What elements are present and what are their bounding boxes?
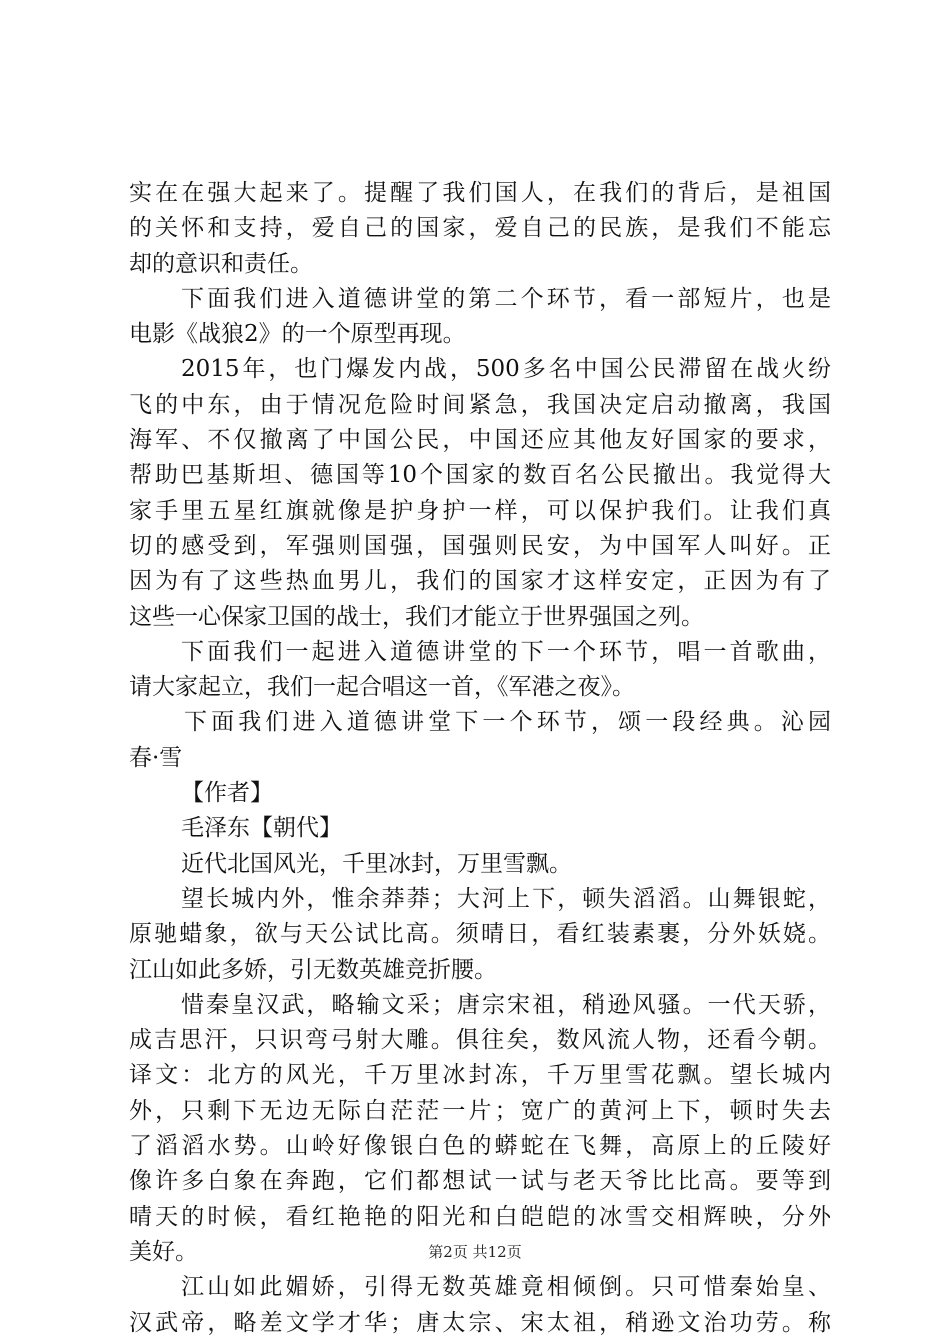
text-line: 请大家起立，我们一起合唱这一首，《军港之夜》。 bbox=[129, 674, 635, 701]
text-line: 像许多白象在奔跑，它们都想试一试与老天爷比比高。要等到 bbox=[129, 1168, 831, 1195]
text-line: 因为有了这些热血男儿，我们的国家才这样安定，正因为有了 bbox=[129, 568, 831, 595]
text-line: 的关怀和支持，爱自己的国家，爱自己的民族，是我们不能忘 bbox=[129, 215, 831, 242]
page-footer bbox=[0, 1241, 950, 1262]
text-line: 2015年，也门爆发内战，500多名中国公民滞留在战火纷 bbox=[181, 356, 831, 383]
text-line: 飞的中东，由于情况危险时间紧急，我国决定启动撤离，我国 bbox=[129, 391, 831, 418]
text-line: 了滔滔水势。山岭好像银白色的蟒蛇在飞舞，高原上的丘陵好 bbox=[129, 1133, 831, 1160]
text-line: 江山如此媚娇，引得无数英雄竟相倾倒。只可惜秦始皇、 bbox=[181, 1274, 831, 1301]
text-line: 帮助巴基斯坦、德国等10个国家的数百名公民撤出。我觉得大 bbox=[129, 462, 831, 489]
document-body bbox=[129, 176, 831, 1341]
page-number: 第2页 共12页 bbox=[428, 1243, 522, 1261]
text-line: 这些一心保家卫国的战士，我们才能立于世界强国之列。 bbox=[129, 603, 704, 630]
text-line: 电影《战狼2》的一个原型再现。 bbox=[129, 321, 466, 348]
text-line: 毛泽东【朝代】 bbox=[181, 815, 342, 842]
text-line: 下面我们进入道德讲堂下一个环节，颂一段经典。沁园 bbox=[184, 709, 831, 736]
text-line: 晴天的时候，看红艳艳的阳光和白皑皑的冰雪交相辉映，分外 bbox=[129, 1203, 831, 1230]
text-line: 成吉思汗，只识弯弓射大雕。俱往矣，数风流人物，还看今朝。 bbox=[129, 1027, 831, 1054]
text-line: 惜秦皇汉武，略输文采；唐宗宋祖，稍逊风骚。一代天骄， bbox=[181, 991, 831, 1018]
text-line: 春·雪 bbox=[129, 744, 183, 771]
text-line: 下面我们一起进入道德讲堂的下一个环节，唱一首歌曲， bbox=[181, 638, 831, 665]
text-line: 【作者】 bbox=[181, 780, 273, 807]
text-line: 家手里五星红旗就像是护身护一样，可以保护我们。让我们真 bbox=[129, 497, 831, 524]
text-line: 切的感受到，军强则国强，国强则民安，为中国军人叫好。正 bbox=[129, 532, 831, 559]
text-line: 实在在强大起来了。提醒了我们国人，在我们的背后，是祖国 bbox=[129, 180, 831, 206]
text-line: 望长城内外，惟余莽莽；大河上下，顿失滔滔。山舞银蛇， bbox=[181, 885, 831, 912]
text-line: 汉武帝，略差文学才华；唐太宗、宋太祖，稍逊文治功劳。称 bbox=[129, 1309, 831, 1336]
text-line: 江山如此多娇，引无数英雄竞折腰。 bbox=[129, 956, 497, 983]
text-line: 美好。 bbox=[129, 1238, 198, 1265]
text-line: 原驰蜡象，欲与天公试比高。须晴日，看红装素裹，分外妖娆。 bbox=[129, 921, 831, 948]
text-line: 却的意识和责任。 bbox=[129, 250, 313, 277]
text-line: 近代北国风光，千里冰封，万里雪飘。 bbox=[181, 850, 572, 877]
text-line: 外，只剩下无边无际白茫茫一片；宽广的黄河上下，顿时失去 bbox=[129, 1097, 831, 1124]
text-line: 下面我们进入道德讲堂的第二个环节，看一部短片，也是 bbox=[181, 285, 831, 312]
text-line: 译文：北方的风光，千万里冰封冻，千万里雪花飘。望长城内 bbox=[129, 1062, 831, 1089]
text-line: 海军、不仅撤离了中国公民，中国还应其他友好国家的要求， bbox=[129, 427, 831, 454]
